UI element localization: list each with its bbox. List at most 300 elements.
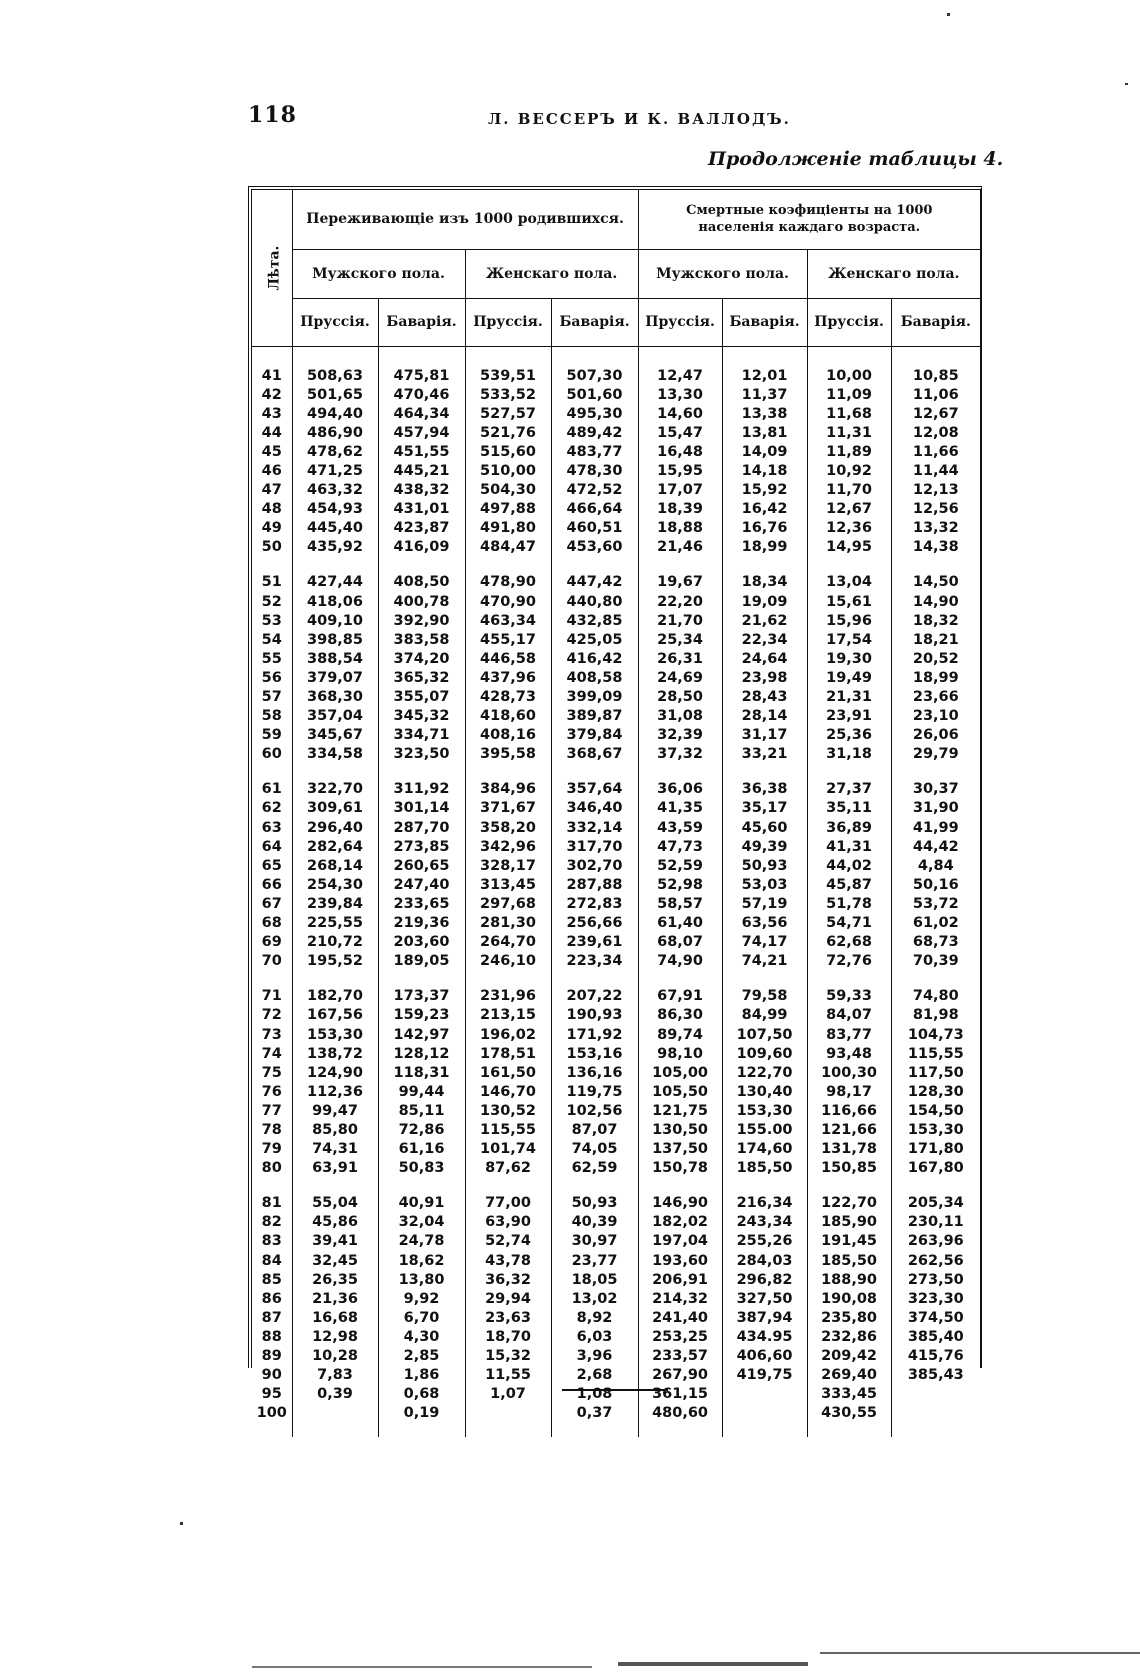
survivors-female-prussia-cell: 264,70 bbox=[465, 933, 551, 952]
mortality-male-bavaria-cell: 174,60 bbox=[722, 1140, 807, 1159]
survivors-male-bavaria-cell: 416,09 bbox=[378, 538, 465, 557]
survivors-male-bavaria-cell: 2,85 bbox=[378, 1347, 465, 1366]
mortality-female-bavaria-cell: 18,99 bbox=[891, 669, 980, 688]
survivors-male-prussia-cell: 409,10 bbox=[292, 612, 378, 631]
table-row bbox=[252, 952, 980, 971]
mortality-male-prussia-cell: 241,40 bbox=[638, 1309, 722, 1328]
survivors-male-prussia-cell: 494,40 bbox=[292, 405, 378, 424]
mortality-female-bavaria-cell: 81,98 bbox=[891, 1006, 980, 1025]
survivors-male-bavaria-cell: 99,44 bbox=[378, 1083, 465, 1102]
mortality-female-bavaria-cell: 18,21 bbox=[891, 631, 980, 650]
year-cell: 44 bbox=[261, 424, 282, 441]
mortality-male-prussia-cell: 15,47 bbox=[638, 424, 722, 443]
mortality-female-bavaria-cell: 61,02 bbox=[891, 914, 980, 933]
mortality-female-bavaria-cell: 154,50 bbox=[891, 1102, 980, 1121]
mortality-male-bavaria-cell: 45,60 bbox=[722, 819, 807, 838]
mortality-male-bavaria-cell: 49,39 bbox=[722, 838, 807, 857]
year-cell: 71 bbox=[261, 988, 282, 1005]
mortality-male-bavaria-cell: 216,34 bbox=[722, 1194, 807, 1213]
survivors-female-prussia-cell: 395,58 bbox=[465, 745, 551, 764]
mortality-female-bavaria-cell: 26,06 bbox=[891, 726, 980, 745]
year-cell: 73 bbox=[261, 1026, 282, 1043]
mortality-male-prussia-cell: 74,90 bbox=[638, 952, 722, 971]
survivors-female-bavaria-cell: 416,42 bbox=[551, 650, 638, 669]
mortality-male-bavaria-cell bbox=[722, 1404, 807, 1423]
table-row bbox=[252, 819, 980, 838]
survivors-female-prussia-cell: 328,17 bbox=[465, 857, 551, 876]
table-row bbox=[252, 1309, 980, 1328]
survivors-male-bavaria-cell: 464,34 bbox=[378, 405, 465, 424]
table-row bbox=[252, 838, 980, 857]
survivors-male-prussia-cell: 21,36 bbox=[292, 1290, 378, 1309]
survivors-male-prussia-cell: 138,72 bbox=[292, 1045, 378, 1064]
survivors-male-prussia-cell: 225,55 bbox=[292, 914, 378, 933]
year-cell: 45 bbox=[261, 443, 282, 460]
table-row bbox=[252, 1026, 980, 1045]
survivors-male-bavaria-cell: 219,36 bbox=[378, 914, 465, 933]
mortality-female-prussia-cell: 11,68 bbox=[807, 405, 891, 424]
mortality-male-prussia-cell: 24,69 bbox=[638, 669, 722, 688]
survivors-male-prussia-cell: 282,64 bbox=[292, 838, 378, 857]
survivors-female-bavaria-cell: 272,83 bbox=[551, 895, 638, 914]
mortality-male-prussia-cell: 89,74 bbox=[638, 1026, 722, 1045]
survivors-male-bavaria-cell: 6,70 bbox=[378, 1309, 465, 1328]
mortality-female-prussia-cell: 121,66 bbox=[807, 1121, 891, 1140]
mortality-male-bavaria-cell: 18,99 bbox=[722, 538, 807, 557]
survivors-female-prussia-cell: 510,00 bbox=[465, 462, 551, 481]
survivors-male-bavaria-cell: 85,11 bbox=[378, 1102, 465, 1121]
mortality-female-bavaria-cell: 385,43 bbox=[891, 1366, 980, 1385]
mortality-male-bavaria-cell: 23,98 bbox=[722, 669, 807, 688]
mortality-female-prussia-cell: 12,36 bbox=[807, 519, 891, 538]
table-row bbox=[252, 593, 980, 612]
year-cell: 52 bbox=[261, 593, 282, 610]
year-cell: 64 bbox=[261, 838, 282, 855]
survivors-female-bavaria-cell: 408,58 bbox=[551, 669, 638, 688]
survivors-female-bavaria-cell: 472,52 bbox=[551, 481, 638, 500]
survivors-female-header: Женскаго пола. bbox=[465, 249, 638, 298]
mortality-male-header: Мужского пола. bbox=[638, 249, 807, 298]
mortality-male-prussia-cell: 41,35 bbox=[638, 799, 722, 818]
survivors-male-prussia-cell: 26,35 bbox=[292, 1271, 378, 1290]
survivors-female-bavaria-cell: 190,93 bbox=[551, 1006, 638, 1025]
survivors-female-prussia-cell: 281,30 bbox=[465, 914, 551, 933]
mortality-male-prussia-cell: 233,57 bbox=[638, 1347, 722, 1366]
mortality-male-bavaria-cell: 21,62 bbox=[722, 612, 807, 631]
survivors-female-prussia-cell bbox=[465, 1404, 551, 1423]
survivors-female-prussia-cell: 213,15 bbox=[465, 1006, 551, 1025]
survivors-female-bavaria-cell: 332,14 bbox=[551, 819, 638, 838]
survivors-male-prussia-cell: 334,58 bbox=[292, 745, 378, 764]
mortality-male-bavaria-cell: 107,50 bbox=[722, 1026, 807, 1045]
table-row bbox=[252, 1083, 980, 1102]
table-row bbox=[252, 1121, 980, 1140]
survivors-male-prussia-cell: 16,68 bbox=[292, 1309, 378, 1328]
mortality-female-prussia-cell: 31,18 bbox=[807, 745, 891, 764]
survivors-female-bavaria-cell: 495,30 bbox=[551, 405, 638, 424]
survivors-female-bavaria-cell: 346,40 bbox=[551, 799, 638, 818]
survivors-male-bavaria-cell: 423,87 bbox=[378, 519, 465, 538]
mortality-female-prussia-cell: 191,45 bbox=[807, 1232, 891, 1251]
survivors-male-prussia-cell bbox=[292, 1404, 378, 1423]
survivors-male-prussia-cell: 454,93 bbox=[292, 500, 378, 519]
survivors-female-prussia-cell: 455,17 bbox=[465, 631, 551, 650]
scan-edge-line bbox=[820, 1652, 1140, 1654]
survivors-female-prussia-cell: 470,90 bbox=[465, 593, 551, 612]
survivors-male-bavaria-cell: 355,07 bbox=[378, 688, 465, 707]
table-row bbox=[252, 1194, 980, 1213]
survivors-female-prussia-cell: 87,62 bbox=[465, 1159, 551, 1178]
table-row bbox=[252, 631, 980, 650]
survivors-male-prussia-cell: 74,31 bbox=[292, 1140, 378, 1159]
survivors-male-prussia-cell: 32,45 bbox=[292, 1252, 378, 1271]
mortality-table-frame bbox=[248, 186, 982, 1422]
survivors-female-prussia-cell: 52,74 bbox=[465, 1232, 551, 1251]
year-cell: 86 bbox=[261, 1290, 282, 1307]
mortality-female-bavaria-cell: 23,66 bbox=[891, 688, 980, 707]
mortality-female-bavaria-cell: 117,50 bbox=[891, 1064, 980, 1083]
survivors-male-prussia-cell: 124,90 bbox=[292, 1064, 378, 1083]
mortality-female-prussia-cell: 235,80 bbox=[807, 1309, 891, 1328]
table-row bbox=[252, 1347, 980, 1366]
survivors-male-bavaria-cell: 470,46 bbox=[378, 386, 465, 405]
year-cell: 79 bbox=[261, 1141, 282, 1158]
table-row bbox=[252, 650, 980, 669]
scan-speck bbox=[1125, 83, 1128, 85]
survivors-male-bavaria-cell: 334,71 bbox=[378, 726, 465, 745]
year-cell: 80 bbox=[261, 1160, 282, 1177]
mortality-male-prussia-cell: 16,48 bbox=[638, 443, 722, 462]
year-cell: 42 bbox=[261, 386, 282, 403]
survivors-female-bavaria-cell: 30,97 bbox=[551, 1232, 638, 1251]
mortality-male-bavaria-cell: 13,38 bbox=[722, 405, 807, 424]
table-row bbox=[252, 669, 980, 688]
mortality-female-prussia-cell: 17,54 bbox=[807, 631, 891, 650]
mortality-female-prussia-cell: 11,89 bbox=[807, 443, 891, 462]
mortality-female-prussia-cell: 122,70 bbox=[807, 1194, 891, 1213]
survivors-female-bavaria-cell: 171,92 bbox=[551, 1026, 638, 1045]
survivors-male-prussia-cell: 63,91 bbox=[292, 1159, 378, 1178]
year-cell: 57 bbox=[261, 689, 282, 705]
survivors-male-bavaria-cell: 273,85 bbox=[378, 838, 465, 857]
mortality-male-prussia-cell: 105,00 bbox=[638, 1064, 722, 1083]
mortality-male-bavaria-cell: 22,34 bbox=[722, 631, 807, 650]
mortality-female-prussia-cell: 15,61 bbox=[807, 593, 891, 612]
mortality-male-prussia-cell: 86,30 bbox=[638, 1006, 722, 1025]
table-row bbox=[252, 799, 980, 818]
mortality-male-bavaria-cell: 36,38 bbox=[722, 780, 807, 799]
table-row bbox=[252, 1328, 980, 1347]
survivors-female-prussia-cell: 342,96 bbox=[465, 838, 551, 857]
mortality-male-prussia-cell: 25,34 bbox=[638, 631, 722, 650]
survivors-female-prussia-cell: 313,45 bbox=[465, 876, 551, 895]
survivors-female-bavaria-cell: 0,37 bbox=[551, 1404, 638, 1423]
mortality-female-prussia-cell: 430,55 bbox=[807, 1404, 891, 1423]
survivors-female-prussia-cell: 15,32 bbox=[465, 1347, 551, 1366]
year-cell: 75 bbox=[261, 1064, 282, 1081]
table-row bbox=[252, 780, 980, 799]
year-cell: 100 bbox=[256, 1405, 287, 1422]
survivors-female-bavaria-cell: 13,02 bbox=[551, 1290, 638, 1309]
mortality-male-bavaria-cell: 57,19 bbox=[722, 895, 807, 914]
survivors-male-bavaria-cell: 392,90 bbox=[378, 612, 465, 631]
mortality-female-prussia-cell: 333,45 bbox=[807, 1385, 891, 1404]
survivors-male-bavaria-cell: 203,60 bbox=[378, 933, 465, 952]
col-header-bavaria: Баварія. bbox=[722, 298, 807, 346]
mortality-female-prussia-cell: 14,95 bbox=[807, 538, 891, 557]
survivors-female-bavaria-cell: 507,30 bbox=[551, 367, 638, 386]
mortality-female-bavaria-cell: 50,16 bbox=[891, 876, 980, 895]
mortality-male-bavaria-cell: 28,43 bbox=[722, 688, 807, 707]
table-row bbox=[252, 519, 980, 538]
scan-speck bbox=[947, 13, 950, 16]
mortality-male-bavaria-cell: 419,75 bbox=[722, 1366, 807, 1385]
mortality-male-prussia-cell: 28,50 bbox=[638, 688, 722, 707]
year-cell: 85 bbox=[261, 1271, 282, 1288]
table-row bbox=[252, 1140, 980, 1159]
table-row bbox=[252, 688, 980, 707]
survivors-male-bavaria-cell: 431,01 bbox=[378, 500, 465, 519]
mortality-female-bavaria-cell: 415,76 bbox=[891, 1347, 980, 1366]
survivors-male-prussia-cell: 254,30 bbox=[292, 876, 378, 895]
mortality-female-prussia-cell: 62,68 bbox=[807, 933, 891, 952]
survivors-male-bavaria-cell: 287,70 bbox=[378, 819, 465, 838]
survivors-female-bavaria-cell: 40,39 bbox=[551, 1213, 638, 1232]
mortality-female-bavaria-cell: 115,55 bbox=[891, 1045, 980, 1064]
table-row bbox=[252, 987, 980, 1006]
mortality-female-prussia-cell: 150,85 bbox=[807, 1159, 891, 1178]
year-cell: 66 bbox=[261, 876, 282, 893]
year-cell: 59 bbox=[261, 727, 282, 744]
survivors-female-bavaria-cell: 501,60 bbox=[551, 386, 638, 405]
survivors-male-bavaria-cell: 61,16 bbox=[378, 1140, 465, 1159]
mortality-female-bavaria-cell bbox=[891, 1385, 980, 1404]
mortality-male-bavaria-cell: 18,34 bbox=[722, 573, 807, 592]
mortality-male-prussia-cell: 17,07 bbox=[638, 481, 722, 500]
table-row bbox=[252, 895, 980, 914]
survivors-male-bavaria-cell: 50,83 bbox=[378, 1159, 465, 1178]
mortality-female-prussia-cell: 98,17 bbox=[807, 1083, 891, 1102]
survivors-female-prussia-cell: 463,34 bbox=[465, 612, 551, 631]
survivors-female-prussia-cell: 231,96 bbox=[465, 987, 551, 1006]
survivors-female-bavaria-cell: 399,09 bbox=[551, 688, 638, 707]
end-rule bbox=[562, 1389, 668, 1391]
mortality-female-prussia-cell: 23,91 bbox=[807, 707, 891, 726]
survivors-male-bavaria-cell: 438,32 bbox=[378, 481, 465, 500]
mortality-female-prussia-cell: 84,07 bbox=[807, 1006, 891, 1025]
survivors-female-bavaria-cell: 102,56 bbox=[551, 1102, 638, 1121]
mortality-female-prussia-cell: 93,48 bbox=[807, 1045, 891, 1064]
survivors-female-bavaria-cell: 1,08 bbox=[551, 1385, 638, 1404]
survivors-male-bavaria-cell: 383,58 bbox=[378, 631, 465, 650]
year-cell: 89 bbox=[261, 1348, 282, 1364]
mortality-female-prussia-cell: 27,37 bbox=[807, 780, 891, 799]
mortality-female-bavaria-cell: 12,08 bbox=[891, 424, 980, 443]
mortality-male-prussia-cell: 193,60 bbox=[638, 1252, 722, 1271]
survivors-female-prussia-cell: 446,58 bbox=[465, 650, 551, 669]
survivors-female-bavaria-cell: 466,64 bbox=[551, 500, 638, 519]
mortality-male-prussia-cell: 21,46 bbox=[638, 538, 722, 557]
year-cell: 58 bbox=[261, 708, 282, 725]
mortality-male-prussia-cell: 150,78 bbox=[638, 1159, 722, 1178]
year-cell: 61 bbox=[261, 781, 282, 798]
year-cell: 83 bbox=[261, 1233, 282, 1250]
mortality-female-bavaria-cell: 41,99 bbox=[891, 819, 980, 838]
mortality-female-bavaria-cell: 153,30 bbox=[891, 1121, 980, 1140]
survivors-female-prussia-cell: 161,50 bbox=[465, 1064, 551, 1083]
survivors-female-bavaria-cell: 87,07 bbox=[551, 1121, 638, 1140]
mortality-female-bavaria-cell: 13,32 bbox=[891, 519, 980, 538]
mortality-female-bavaria-cell bbox=[891, 1404, 980, 1423]
year-cell: 46 bbox=[261, 462, 282, 479]
survivors-male-header: Мужского пола. bbox=[292, 249, 465, 298]
survivors-female-bavaria-cell: 223,34 bbox=[551, 952, 638, 971]
survivors-male-bavaria-cell: 4,30 bbox=[378, 1328, 465, 1347]
year-cell: 41 bbox=[261, 367, 282, 384]
mortality-female-bavaria-cell: 230,11 bbox=[891, 1213, 980, 1232]
table-row bbox=[252, 405, 980, 424]
table-row bbox=[252, 500, 980, 519]
survivors-male-prussia-cell: 182,70 bbox=[292, 987, 378, 1006]
survivors-female-prussia-cell: 533,52 bbox=[465, 386, 551, 405]
survivors-female-bavaria-cell: 317,70 bbox=[551, 838, 638, 857]
year-cell: 70 bbox=[261, 953, 282, 970]
mortality-male-prussia-cell: 480,60 bbox=[638, 1404, 722, 1423]
survivors-male-bavaria-cell: 0,68 bbox=[378, 1385, 465, 1404]
mortality-female-prussia-cell: 188,90 bbox=[807, 1271, 891, 1290]
mortality-female-bavaria-cell: 273,50 bbox=[891, 1271, 980, 1290]
survivors-male-prussia-cell: 85,80 bbox=[292, 1121, 378, 1140]
survivors-female-prussia-cell: 63,90 bbox=[465, 1213, 551, 1232]
mortality-male-prussia-cell: 52,59 bbox=[638, 857, 722, 876]
table-row bbox=[252, 1213, 980, 1232]
mortality-male-bavaria-cell: 243,34 bbox=[722, 1213, 807, 1232]
mortality-female-prussia-cell: 44,02 bbox=[807, 857, 891, 876]
col-header-bavaria: Баварія. bbox=[378, 298, 465, 346]
table-spacer bbox=[252, 346, 980, 367]
survivors-female-prussia-cell: 539,51 bbox=[465, 367, 551, 386]
mortality-female-bavaria-cell: 128,30 bbox=[891, 1083, 980, 1102]
survivors-male-prussia-cell: 345,67 bbox=[292, 726, 378, 745]
survivors-female-bavaria-cell: 483,77 bbox=[551, 443, 638, 462]
mortality-male-bavaria-cell: 16,42 bbox=[722, 500, 807, 519]
survivors-male-bavaria-cell: 345,32 bbox=[378, 707, 465, 726]
table-row bbox=[252, 914, 980, 933]
survivors-male-bavaria-cell: 408,50 bbox=[378, 573, 465, 592]
survivors-female-prussia-cell: 36,32 bbox=[465, 1271, 551, 1290]
survivors-male-bavaria-cell: 475,81 bbox=[378, 367, 465, 386]
survivors-male-bavaria-cell: 365,32 bbox=[378, 669, 465, 688]
survivors-female-bavaria-cell: 6,03 bbox=[551, 1328, 638, 1347]
table-row bbox=[252, 1064, 980, 1083]
mortality-male-prussia-cell: 52,98 bbox=[638, 876, 722, 895]
year-cell: 62 bbox=[261, 800, 282, 817]
survivors-male-bavaria-cell: 400,78 bbox=[378, 593, 465, 612]
survivors-male-bavaria-cell: 451,55 bbox=[378, 443, 465, 462]
mortality-male-bavaria-cell: 28,14 bbox=[722, 707, 807, 726]
mortality-female-prussia-cell: 19,49 bbox=[807, 669, 891, 688]
mortality-female-prussia-cell: 190,08 bbox=[807, 1290, 891, 1309]
mortality-male-prussia-cell: 19,67 bbox=[638, 573, 722, 592]
mortality-female-prussia-cell: 100,30 bbox=[807, 1064, 891, 1083]
survivors-male-prussia-cell: 7,83 bbox=[292, 1366, 378, 1385]
mortality-female-bavaria-cell: 29,79 bbox=[891, 745, 980, 764]
survivors-female-prussia-cell: 297,68 bbox=[465, 895, 551, 914]
mortality-female-prussia-cell: 13,04 bbox=[807, 573, 891, 592]
year-cell: 82 bbox=[261, 1214, 282, 1231]
survivors-female-prussia-cell: 484,47 bbox=[465, 538, 551, 557]
survivors-male-prussia-cell: 427,44 bbox=[292, 573, 378, 592]
mortality-female-prussia-cell: 83,77 bbox=[807, 1026, 891, 1045]
mortality-female-prussia-cell: 131,78 bbox=[807, 1140, 891, 1159]
survivors-female-bavaria-cell: 119,75 bbox=[551, 1083, 638, 1102]
survivors-female-prussia-cell: 515,60 bbox=[465, 443, 551, 462]
mortality-male-prussia-cell: 253,25 bbox=[638, 1328, 722, 1347]
survivors-female-prussia-cell: 527,57 bbox=[465, 405, 551, 424]
survivors-male-prussia-cell: 486,90 bbox=[292, 424, 378, 443]
year-cell: 65 bbox=[261, 857, 282, 874]
table-row bbox=[252, 745, 980, 764]
mortality-female-bavaria-cell: 70,39 bbox=[891, 952, 980, 971]
survivors-female-bavaria-cell: 207,22 bbox=[551, 987, 638, 1006]
mortality-female-prussia-cell: 10,00 bbox=[807, 367, 891, 386]
year-cell: 53 bbox=[261, 612, 282, 629]
survivors-male-bavaria-cell: 233,65 bbox=[378, 895, 465, 914]
survivors-female-prussia-cell: 29,94 bbox=[465, 1290, 551, 1309]
survivors-female-bavaria-cell: 287,88 bbox=[551, 876, 638, 895]
table-row bbox=[252, 857, 980, 876]
col-header-prussia: Пруссія. bbox=[638, 298, 722, 346]
mortality-female-prussia-cell: 41,31 bbox=[807, 838, 891, 857]
mortality-male-bavaria-cell: 50,93 bbox=[722, 857, 807, 876]
years-column-header: Лѣта. bbox=[252, 190, 292, 346]
mortality-male-prussia-cell: 137,50 bbox=[638, 1140, 722, 1159]
survivors-female-bavaria-cell: 62,59 bbox=[551, 1159, 638, 1178]
table-row bbox=[252, 573, 980, 592]
survivors-group-header: Переживающіе изъ 1000 родившихся. bbox=[292, 190, 638, 249]
survivors-male-prussia-cell: 322,70 bbox=[292, 780, 378, 799]
survivors-female-prussia-cell: 418,60 bbox=[465, 707, 551, 726]
survivors-male-bavaria-cell: 24,78 bbox=[378, 1232, 465, 1251]
survivors-female-bavaria-cell: 153,16 bbox=[551, 1045, 638, 1064]
mortality-male-bavaria-cell: 122,70 bbox=[722, 1064, 807, 1083]
mortality-male-prussia-cell: 14,60 bbox=[638, 405, 722, 424]
survivors-male-prussia-cell: 379,07 bbox=[292, 669, 378, 688]
survivors-female-prussia-cell: 478,90 bbox=[465, 573, 551, 592]
table-caption: Продолженіе таблицы 4. bbox=[708, 148, 1004, 170]
mortality-male-prussia-cell: 21,70 bbox=[638, 612, 722, 631]
mortality-male-bavaria-cell: 84,99 bbox=[722, 1006, 807, 1025]
mortality-female-header: Женскаго пола. bbox=[807, 249, 980, 298]
mortality-female-prussia-cell: 35,11 bbox=[807, 799, 891, 818]
survivors-female-prussia-cell: 178,51 bbox=[465, 1045, 551, 1064]
survivors-male-prussia-cell: 463,32 bbox=[292, 481, 378, 500]
block-gap bbox=[252, 764, 980, 780]
survivors-male-prussia-cell: 508,63 bbox=[292, 367, 378, 386]
mortality-female-bavaria-cell: 10,85 bbox=[891, 367, 980, 386]
scan-edge-line bbox=[252, 1666, 592, 1668]
mortality-male-bavaria-cell: 79,58 bbox=[722, 987, 807, 1006]
survivors-male-prussia-cell: 435,92 bbox=[292, 538, 378, 557]
mortality-male-bavaria-cell: 12,01 bbox=[722, 367, 807, 386]
survivors-female-bavaria-cell: 489,42 bbox=[551, 424, 638, 443]
mortality-female-bavaria-cell: 30,37 bbox=[891, 780, 980, 799]
mortality-female-prussia-cell: 12,67 bbox=[807, 500, 891, 519]
survivors-female-prussia-cell: 246,10 bbox=[465, 952, 551, 971]
survivors-male-bavaria-cell: 142,97 bbox=[378, 1026, 465, 1045]
mortality-female-prussia-cell: 59,33 bbox=[807, 987, 891, 1006]
survivors-female-prussia-cell: 23,63 bbox=[465, 1309, 551, 1328]
